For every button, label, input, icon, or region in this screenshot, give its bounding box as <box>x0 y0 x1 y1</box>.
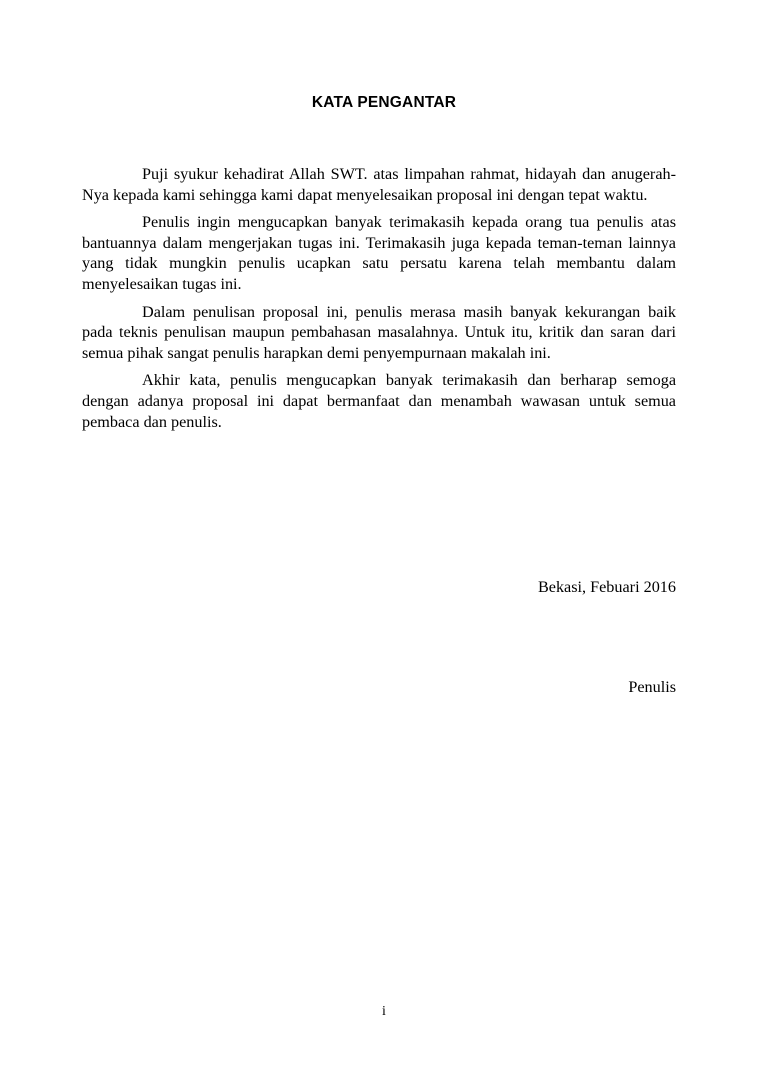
page-title: KATA PENGANTAR <box>311 94 457 111</box>
paragraph-shortcomings: Dalam penulisan proposal ini, penulis merasa masih banyak kekurangan baik pada teknis penulisan maupun pembahasan masalahnya. Untuk itu, kritik dan saran dari semua pihak sangat penulis harapkan demi penyempurnaan makalah ini. <box>82 302 676 362</box>
signature-name: Penulis <box>628 678 676 696</box>
paragraph-thanks: Penulis ingin mengucapkan banyak terimakasih kepada orang tua penulis atas bantuannya dalam mengerjakan tugas ini. Terimakasih juga kepada teman-teman lainnya yang tidak mungkin penulis ucapkan satu persatu karena telah membantu dalam menyelesaikan tugas ini. <box>82 213 676 293</box>
paragraph-gratitude: Puji syukur kehadirat Allah SWT. atas limpahan rahmat, hidayah dan anugerah-Nya kepada kami sehingga kami dapat menyelesaikan proposal ini dengan tepat waktu. <box>82 165 676 204</box>
place-date: Bekasi, Febuari 2016 <box>537 578 676 596</box>
page-number: i <box>382 1004 386 1019</box>
document-body <box>82 164 676 439</box>
paragraph-closing: Akhir kata, penulis mengucapkan banyak terimakasih dan berharap semoga dengan adanya proposal ini dapat bermanfaat dan menambah wawasan untuk semua pembaca dan penulis. <box>82 371 676 431</box>
